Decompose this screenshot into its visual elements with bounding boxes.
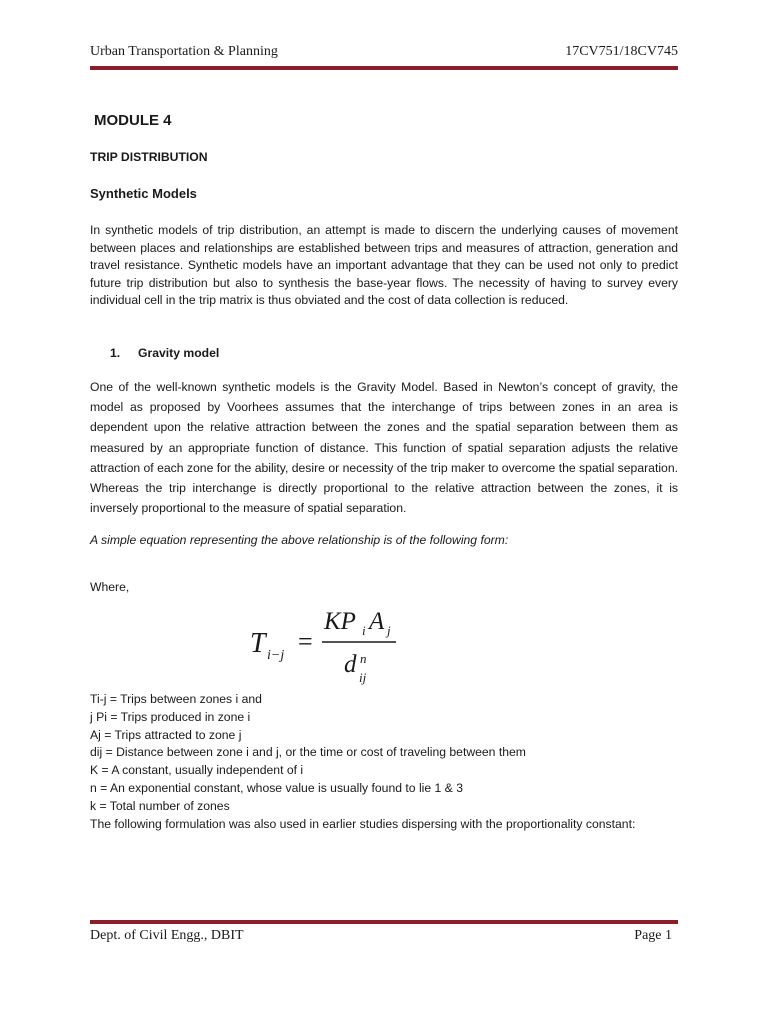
equation-num-sub-i: i <box>362 623 366 638</box>
equation-num-sub-j: j <box>387 623 391 638</box>
footer-department: Dept. of Civil Engg., DBIT <box>90 928 244 943</box>
equation-den-d: d <box>344 651 357 678</box>
variable-definitions <box>90 691 690 833</box>
gravity-paragraph: One of the well-known synthetic models is the Gravity Model. Based in Newton’s concept of gravity, the model as proposed by Voorhees assumes that the interchange of trips between zones in an area is dependent upon the relative attraction between the zones and the spatial separation between them as measured by an appropriate function of distance. This function of spatial separation adjusts the relative attraction of each zone for the ability, desire or necessity of the trip maker to overcome the spatial separation. Whereas the trip interchange is directly proportional to the relative attraction between the zones, it is inversely proportional to the measure of spatial separation. <box>90 380 678 516</box>
definition-line: Ti-j = Trips between zones i and <box>90 692 262 706</box>
subsection-title: Synthetic Models <box>90 186 197 201</box>
footer-rule <box>90 920 678 924</box>
definition-line: Aj = Trips attracted to zone j <box>90 727 242 742</box>
equation-num-kp: KP <box>324 608 356 635</box>
equation-lhs: T <box>250 628 266 659</box>
section-title: TRIP DISTRIBUTION <box>90 150 208 164</box>
header-rule <box>90 66 678 70</box>
definition-line: n = An exponential constant, whose value is usually found to lie 1 & 3 <box>90 780 463 795</box>
module-title: MODULE 4 <box>94 112 172 129</box>
equation-num-a: A <box>369 608 385 635</box>
list-item-gravity-model <box>110 345 219 363</box>
equation-den-sub: ij <box>359 670 367 685</box>
list-item-title: Gravity model <box>138 346 220 360</box>
definition-line: j Pi = Trips produced in zone i <box>90 709 251 724</box>
equation-equals: = <box>298 627 313 656</box>
definition-line: dij = Distance between zone i and j, or the time or cost of traveling between them <box>90 745 526 760</box>
page-footer <box>90 928 672 944</box>
definition-line: K = A constant, usually independent of i <box>90 763 304 778</box>
definition-line: The following formulation was also used in earlier studies dispersing with the proportionality constant: <box>90 816 636 831</box>
equation-den-sup: n <box>360 651 367 666</box>
header-course-title: Urban Transportation & Planning <box>90 44 278 59</box>
header-course-code: 17CV751/18CV745 <box>565 44 678 59</box>
list-item-number: 1. <box>110 346 121 360</box>
equation-lhs-subscript: i−j <box>267 648 285 663</box>
definition-line: k = Total number of zones <box>90 798 230 813</box>
where-label: Where, <box>90 580 130 594</box>
equation-intro: A simple equation representing the above relationship is of the following form: <box>90 533 509 547</box>
intro-paragraph: In synthetic models of trip distribution, an attempt is made to discern the underlying causes of movement between places and relationships are established between trips and measures of attraction, generation and travel resistance. Synthetic models have an important advantage that they can be used not only to predict future trip distribution but also to synthesis the base-year flows. The necessity of having to survey every individual cell in the trip matrix is thus obviated and the cost of data collection is reduced. <box>90 223 678 307</box>
gravity-equation <box>250 600 410 690</box>
footer-page-number: Page 1 <box>634 928 672 943</box>
page-header <box>90 44 678 60</box>
